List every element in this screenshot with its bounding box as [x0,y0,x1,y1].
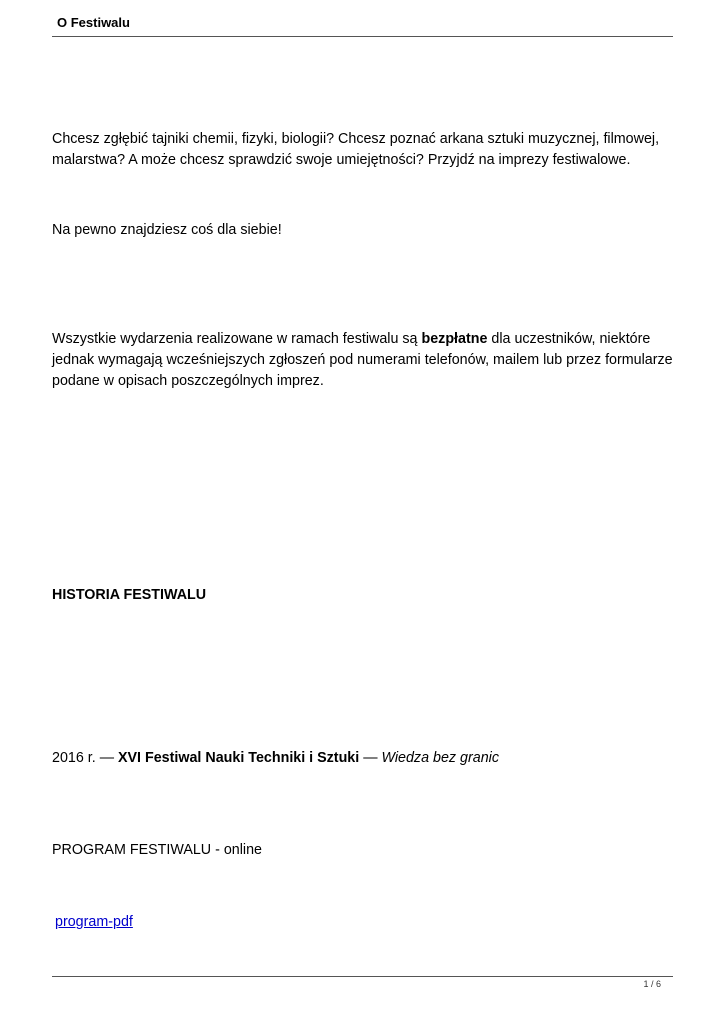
program-line: PROGRAM FESTIWALU - online [52,842,262,858]
history-entry-separator: — [359,750,382,766]
intro-paragraph: Chcesz zgłębić tajniki chemii, fizyki, biologii? Chcesz poznać arkana sztuki muzycznej, filmowej, malarstwa? A może chcesz sprawdzić swoje umiejętności? Przyjdź na imprezy festiwalowe. [52,131,660,168]
tagline-paragraph: Na pewno znajdziesz coś dla siebie! [52,222,282,238]
free-events-text-after: dla uczestników, niektóre jednak wymagają wcześniejszych zgłoszeń pod numerami telefonów, mailem lub przez formularze podane w opisach poszczególnych imprez. [52,331,673,389]
history-entry [52,748,682,769]
history-entry-festival-name: XVI Festiwal Nauki Techniki i Sztuki [117,750,360,766]
history-heading: HISTORIA FESTIWALU [52,587,207,603]
free-events-paragraph [52,329,682,392]
page-number: 1 / 6 [643,979,661,989]
header-divider [52,36,673,37]
program-pdf-link[interactable]: program-pdf [55,914,133,930]
footer-divider [52,976,673,977]
free-events-text-before: Wszystkie wydarzenia realizowane w ramach festiwalu są [52,331,422,347]
document-header-title: O Festiwalu [57,15,130,30]
history-entry-year: 2016 r. — [52,750,118,766]
history-entry-motto: Wiedza bez granic [381,750,499,766]
free-events-emphasis: bezpłatne [421,331,488,347]
